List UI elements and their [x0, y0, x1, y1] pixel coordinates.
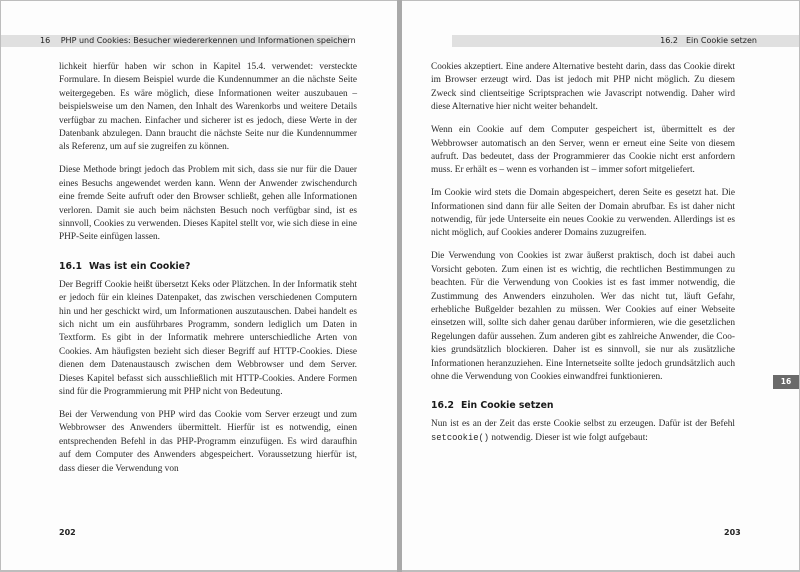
running-head-right — [452, 35, 799, 47]
paragraph: lichkeit hierfür haben wir schon in Kapitel 15.4. verwendet: versteckte Formulare. In diesem Beispiel wurde die Kundennummer an die nächste Seite weitergegeben. Es wäre möglich, diese Informationen weiter auszubauen – beispielsweise um den Namen, den Inhalt des Warenkorbs und weitere Details verfügbar zu machen. Einfacher und sicherer ist es jedoch, diese Werte in der Datenbank abzulegen. Dann braucht die nächste Seite nur die Kundennummer als Referenz, um auf sie zugreifen zu können. — [59, 62, 357, 153]
running-head-left — [1, 35, 356, 47]
paragraph — [431, 418, 735, 445]
paragraph: Die Verwendung von Cookies ist zwar äußerst praktisch, doch ist dabei auch Vorsicht geboten. Zum einen ist es wichtig, die rechtlichen Bestimmungen zu beachten. Für die Verwendung von Cookies ist es fast immer notwendig, die Zustimmung des Anwenders einzuholen. Wer das nicht tut, läuft Gefahr, erhebliche Bußgelder bezahlen zu müssen. Wer Cookies auf einer Webseite einsetzen will, sollte sich daher genau darüber informieren, wie die gesetzlichen Regelungen dafür aussehen. Zum anderen gibt es zahlreiche Anwender, die Cookies grundsätzlich blockieren. Daher ist es sinnvoll, sie nur als zusätzliche Informationen heranzuziehen. Eine Internetseite sollte jedoch grundsätzlich auch ohne die Verwendung von Cookies einwandfrei funktionieren. — [431, 251, 735, 383]
page-number-right: 203 — [724, 528, 741, 537]
page-number-left: 202 — [59, 528, 76, 537]
paragraph-text: notwendig. Dieser ist wie folgt aufgebaut: — [491, 432, 648, 443]
section-number: 16.2 — [431, 400, 454, 412]
paragraph: Diese Methode bringt jedoch das Problem mit sich, dass sie nur für die Dauer eines Besuchs angewendet werden kann. Wenn der Anwender zwischendurch eine fremde Seite aufruft oder den Browser schließt, gehen alle Informationen verloren. Damit sie auch beim nächsten Besuch noch verfügbar sind, ist es sinnvoll, Cookies zu verwenden. Dieses Kapitel stellt vor, wie sich diese in eine PHP-Seite einfügen lassen. — [59, 165, 357, 243]
section-title: Ein Cookie setzen — [461, 400, 554, 412]
section-title: Was ist ein Cookie? — [89, 260, 191, 272]
chapter-title: PHP und Cookies: Besucher wiedererkennen und Informationen speichern — [60, 36, 356, 45]
left-page — [1, 1, 397, 570]
section-number: 16.1 — [59, 260, 82, 272]
paragraph: Wenn ein Cookie auf dem Computer gespeichert ist, übermittelt es der Webbrowser automatisch an den Server, wenn er erneut eine Seite von diesem aufruft. Das bedeutet, dass der Programmierer das Cookie nicht erst anfordern muss. Er erhält es – wenn es vorhanden ist – immer sofort mitgeliefert. — [431, 125, 735, 176]
section-number: 16.2 — [660, 36, 678, 45]
paragraph: Im Cookie wird stets die Domain abgespeichert, deren Seite es gesetzt hat. Die Informationen sind dann für alle Seiten der Domain abrufbar. Es ist daher nicht notwendig, für jede Unterseite ein neues Cookie zu verwenden. Allerdings ist es nicht möglich, auf Cookies anderer Domains zuzugreifen. — [431, 188, 735, 239]
right-body-text — [431, 61, 735, 455]
left-body-text — [59, 61, 357, 485]
chapter-number: 16 — [40, 36, 51, 45]
paragraph: Bei der Verwendung von PHP wird das Cookie vom Server erzeugt und zum Webbrowser des Anwenders übermittelt. Hierfür ist es notwendig, einen entsprechenden Befehl in das PHP-Programm einzufügen. Es wird daraufhin auf dem Computer des Anwenders abgespeichert. Voraussetzung hierfür ist, dass dieser die Verwendung von — [59, 409, 357, 474]
paragraph: Cookies akzeptiert. Eine andere Alternative besteht darin, dass das Cookie direkt im Browser erzeugt wird. Das ist jedoch mit PHP nicht möglich. Zu diesem Zweck sind clientseitige Scriptsprachen wie Javascript notwendig. Daher wird diese Alternative hier nicht weiter behandelt. — [431, 62, 735, 113]
section-title: Ein Cookie setzen — [685, 36, 757, 45]
section-heading — [431, 399, 735, 413]
section-heading — [59, 260, 357, 274]
right-page — [402, 1, 799, 570]
paragraph: Der Begriff Cookie heißt übersetzt Keks oder Plätzchen. In der Informatik steht er jedoch für ein kleines Datenpaket, das zwischen verschiedenen Computern hin und her geschickt wird, um Informationen auszutauschen. Dabei handelt es sich nicht um ein ausführbares Programm, sondern lediglich um Daten in Textform. Es gibt in der Informatik mehrere unterschiedliche Arten von Cookies. Am häufigsten bezieht sich dieser Begriff auf HTTP-Cookies. Diese dienen dem Datenaustausch zwischen dem Webbrowser und dem Server. Dieses Kapitel befasst sich ausschließlich mit HTTP-Cookies. Andere Formen sind für die Programmierung mit PHP nicht von Bedeutung. — [59, 279, 357, 398]
inline-code: setcookie() — [431, 432, 490, 443]
chapter-thumb-tab: 16 — [773, 375, 799, 389]
paragraph-text: Nun ist es an der Zeit das erste Cookie selbst zu erzeugen. Dafür ist der Befehl — [431, 419, 735, 430]
